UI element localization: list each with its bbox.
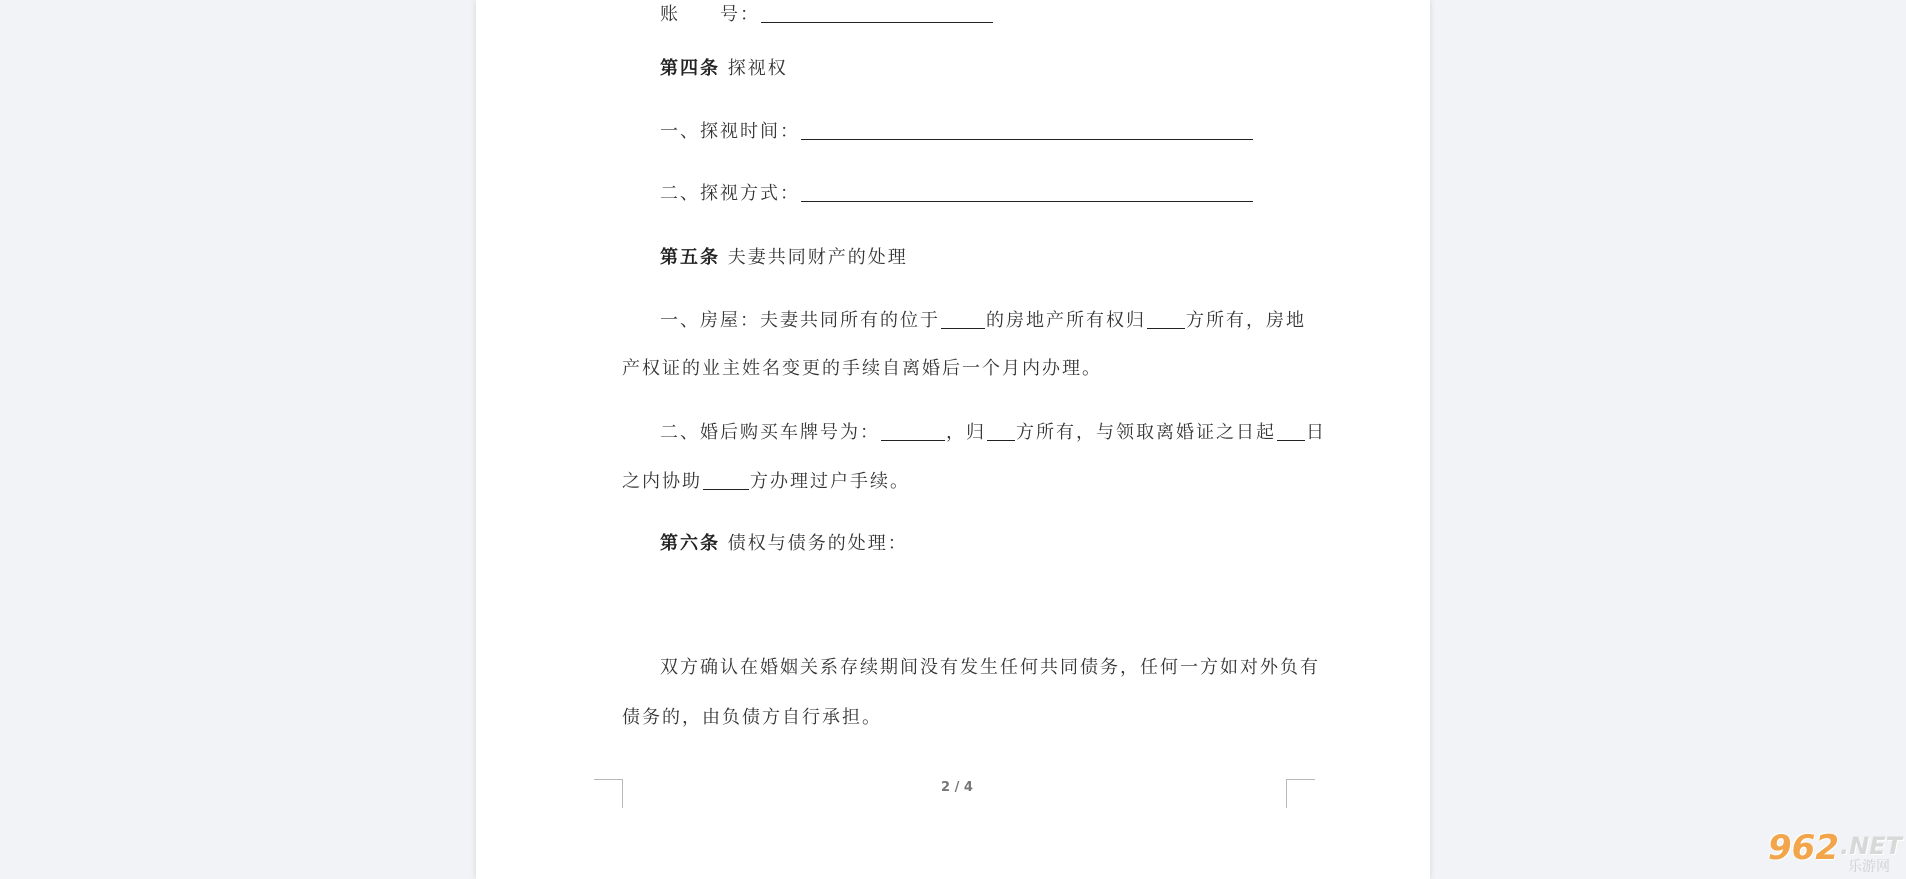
article-4-heading [660, 57, 788, 81]
account-label: 账 号： [660, 4, 760, 25]
car-text-a: 二、婚后购买车牌号为： [660, 422, 880, 443]
visit-time-line [660, 119, 1254, 144]
account-line [660, 2, 994, 27]
article-4-title: 第四条 [660, 58, 720, 79]
car-line2-text-b: 方办理过户手续。 [750, 471, 910, 492]
site-watermark-logo [1764, 828, 1904, 876]
car-text-b: ，归 [946, 422, 986, 443]
car-line-2 [622, 469, 910, 494]
house-location-blank [941, 308, 985, 329]
visit-method-blank [801, 181, 1253, 202]
house-line-1 [660, 308, 1306, 333]
debt-line-2 [622, 706, 882, 730]
debt-line-1 [660, 656, 1320, 680]
article-4-text: 探视权 [727, 58, 788, 79]
watermark-number: 962 [1768, 828, 1839, 868]
house-line-2 [622, 357, 1102, 381]
article-5-text: 夫妻共同财产的处理 [727, 247, 908, 268]
article-6-title: 第六条 [660, 533, 720, 554]
visit-time-blank [801, 119, 1253, 140]
house-text-b: 的房地产所有权归 [986, 310, 1146, 331]
watermark-suffix: .NET [1840, 832, 1902, 860]
car-line-1 [660, 420, 1326, 445]
page-corner-right [1286, 779, 1315, 808]
page-indicator: 2 / 4 [941, 780, 973, 795]
debt-text-line1: 双方确认在婚姻关系存续期间没有发生任何共同债务，任何一方如对外负有 [660, 657, 1320, 678]
house-text-a: 一、房屋：夫妻共同所有的位于 [660, 310, 940, 331]
car-days-blank [1277, 420, 1305, 441]
article-5-title: 第五条 [660, 247, 720, 268]
article-5-heading [660, 246, 908, 270]
debt-text-line2: 债务的，由负债方自行承担。 [622, 707, 882, 728]
account-blank [761, 2, 993, 23]
watermark-site: 乐游网 [1848, 859, 1890, 875]
article-6-heading [660, 532, 908, 556]
house-text-line2: 产权证的业主姓名变更的手续自离婚后一个月内办理。 [622, 358, 1102, 379]
visit-time-label: 一、探视时间： [660, 121, 800, 142]
car-text-c: 方所有，与领取离婚证之日起 [1016, 422, 1276, 443]
car-party-blank [703, 469, 749, 490]
car-line2-text-a: 之内协助 [622, 471, 702, 492]
visit-method-label: 二、探视方式： [660, 183, 800, 204]
visit-method-line [660, 181, 1254, 206]
car-owner-blank [987, 420, 1015, 441]
house-owner-blank [1147, 308, 1185, 329]
car-plate-blank [881, 420, 945, 441]
car-text-d: 日 [1306, 422, 1326, 443]
house-text-c: 方所有，房地 [1186, 310, 1306, 331]
page-corner-left [594, 779, 623, 808]
article-6-text: 债权与债务的处理： [727, 533, 908, 554]
